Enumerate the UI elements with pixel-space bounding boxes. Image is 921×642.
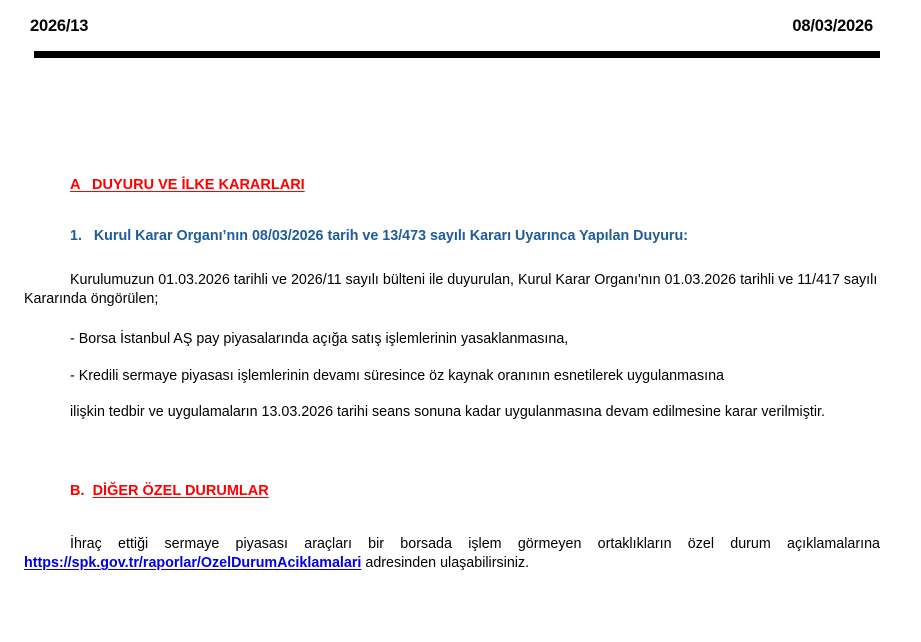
section-a-heading-text: A DUYURU VE İLKE KARARLARI <box>70 177 305 193</box>
section-b-paragraph <box>24 535 880 574</box>
item-1-heading-text: Kurul Karar Organı’nın 08/03/2026 tarih ve 13/473 sayılı Kararı Uyarınca Yapılan Duyuru: <box>93 227 688 244</box>
header-divider-rule <box>34 51 880 58</box>
section-b-letter: B. <box>70 483 85 500</box>
section-a-bullet-2: - Kredili sermaye piyasası işlemlerinin devamı süresince öz kaynak oranının esnetilerek uygulanmasına <box>70 367 724 384</box>
section-a-bullet-1: - Borsa İstanbul AŞ pay piyasalarında açığa satış işlemlerinin yasaklanmasına, <box>70 331 569 348</box>
bulletin-date: 08/03/2026 <box>792 17 873 35</box>
bulletin-number: 2026/13 <box>30 17 89 35</box>
document-body <box>0 58 921 573</box>
section-b-paragraph-text: İhraç ettiği sermaye piyasası araçları bir borsada işlem görmeyen ortaklıkların özel durum açıklamalarına <box>70 535 880 552</box>
section-b-heading-text: DİĞER ÖZEL DURUMLAR <box>92 483 269 500</box>
spacer <box>24 309 880 330</box>
spacer <box>24 422 880 484</box>
section-a-heading <box>70 178 880 193</box>
section-a-conclusion-paragraph: ilişkin tedbir ve uygulamaların 13.03.2026 tarihi seans sonuna kadar uygulanmasına devam edilmesine karar verilmiştir. <box>70 403 825 420</box>
top-spacer <box>24 58 880 178</box>
document-header <box>0 0 921 36</box>
spacer <box>24 386 880 403</box>
spacer <box>24 193 880 229</box>
section-a-item-1-heading <box>70 229 880 243</box>
section-b-paragraph-tail: adresinden ulaşabilirsiniz. <box>361 555 530 572</box>
spacer <box>24 350 880 367</box>
spacer <box>24 243 880 271</box>
item-1-number: 1. <box>70 227 82 244</box>
spacer <box>24 499 880 535</box>
ozel-durum-aciklamalari-link[interactable]: https://spk.gov.tr/raporlar/OzelDurumAciklamalari <box>24 555 362 572</box>
section-b-heading <box>70 484 880 499</box>
section-a-item-1-intro-paragraph: Kurulumuzun 01.03.2026 tarihli ve 2026/11 sayılı bülteni ile duyurulan, Kurul Karar Organı'nın 01.03.2026 tarihli ve 11/417 sayılı Kararında öngörülen; <box>24 271 878 308</box>
